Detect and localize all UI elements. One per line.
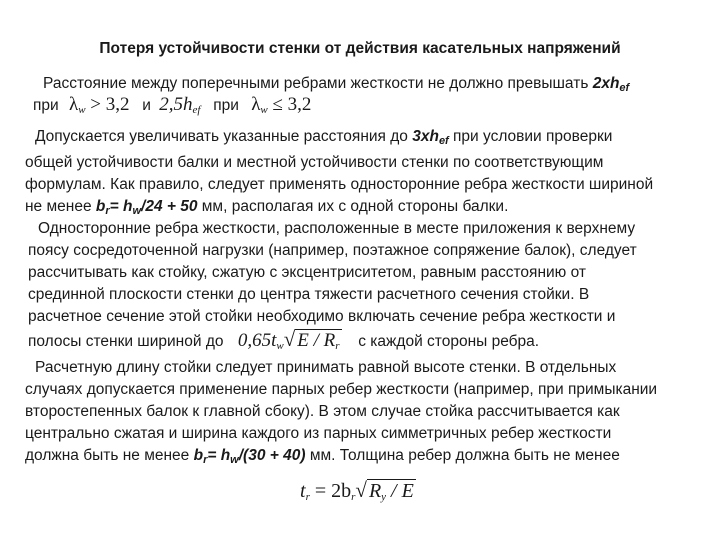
lambda-conditions-line — [33, 94, 693, 121]
p2-line-2: общей устойчивости балки и местной устойчивости стенки по соответствующим — [25, 154, 604, 171]
pri-label-2: при — [213, 97, 239, 114]
p2-line-4: не менее $b_r= h_w/24 + 50$ мм, располагая их с одной стороны балки. — [25, 198, 509, 217]
p3-line-3: рассчитывать как стойку, сжатую с эксцентриситетом, равным расстоянию от — [28, 264, 586, 281]
rib-thickness-formula: $t_r = 2b_r√$ $R_y$ / E — [300, 478, 414, 503]
lambda-formula-2: $\lambda_w \le 3,2$ — [251, 94, 312, 116]
pri-label-1: при — [33, 97, 59, 114]
p4-line-2: случаях допускается применение парных ребер жесткости (например, при примыкании — [25, 381, 658, 398]
spacing-formula-2: $2,5h_{ef}$ — [159, 94, 201, 116]
and-label: и — [142, 97, 151, 114]
lambda-conditions — [33, 94, 693, 121]
paragraph-design-length — [25, 357, 685, 471]
p3-line-5: расчетное сечение этой стойки необходимо включать сечение ребра жесткости и — [28, 308, 616, 325]
rib-spacing-text: Расстояние между поперечными ребрами жесткости не должно превышать — [43, 75, 593, 92]
p4-line-3: второстепенных балок к главной сбоку). В этом случае стойка рассчитывается как — [25, 403, 620, 420]
p2-line-1: Допускается увеличивать указанные расстояния до $3xh_{ef}$ при условии проверки — [35, 128, 613, 147]
paragraph-increase-spacing — [25, 126, 685, 222]
p3-line-1: Односторонние ребра жесткости, расположенные в месте приложения к верхнему — [38, 220, 636, 237]
p4-line-1: Расчетную длину стойки следует принимать равной высоте стенки. В отдельных — [35, 359, 617, 376]
paragraph-one-sided-ribs — [28, 218, 688, 357]
p4-line-4: центрально сжатая и ширина каждого из парных симметричных ребер жесткости — [25, 425, 612, 442]
web-strip-formula: $0,65t_w√$ E / $R_r$ — [237, 327, 340, 352]
p4-line-5: должна быть не менее $b_r= h_w/(30 + 40)$ мм. Толщина ребер должна быть не менее — [25, 447, 620, 466]
lambda-formula-1: $\lambda_w > 3,2$ — [68, 94, 130, 116]
p3-line-6: полосы стенки шириной до $0,65t_w√$ E / $R_r$ с каждой стороны ребра. — [28, 327, 540, 352]
p3-line-4: срединной плоскости стенки до центра тяжести расчетного сечения стойки. В — [28, 286, 590, 303]
p2-line-3: формулам. Как правило, следует применять односторонние ребра жесткости шириной — [25, 176, 654, 193]
p3-line-2: поясу сосредоточенной нагрузки (например, поэтажное сопряжение балок), следует — [28, 242, 637, 259]
max-spacing-value: $2xh_{ef}$ — [592, 75, 630, 94]
page-title: Потеря устойчивости стенки от действия касательных напряжений — [99, 40, 621, 57]
